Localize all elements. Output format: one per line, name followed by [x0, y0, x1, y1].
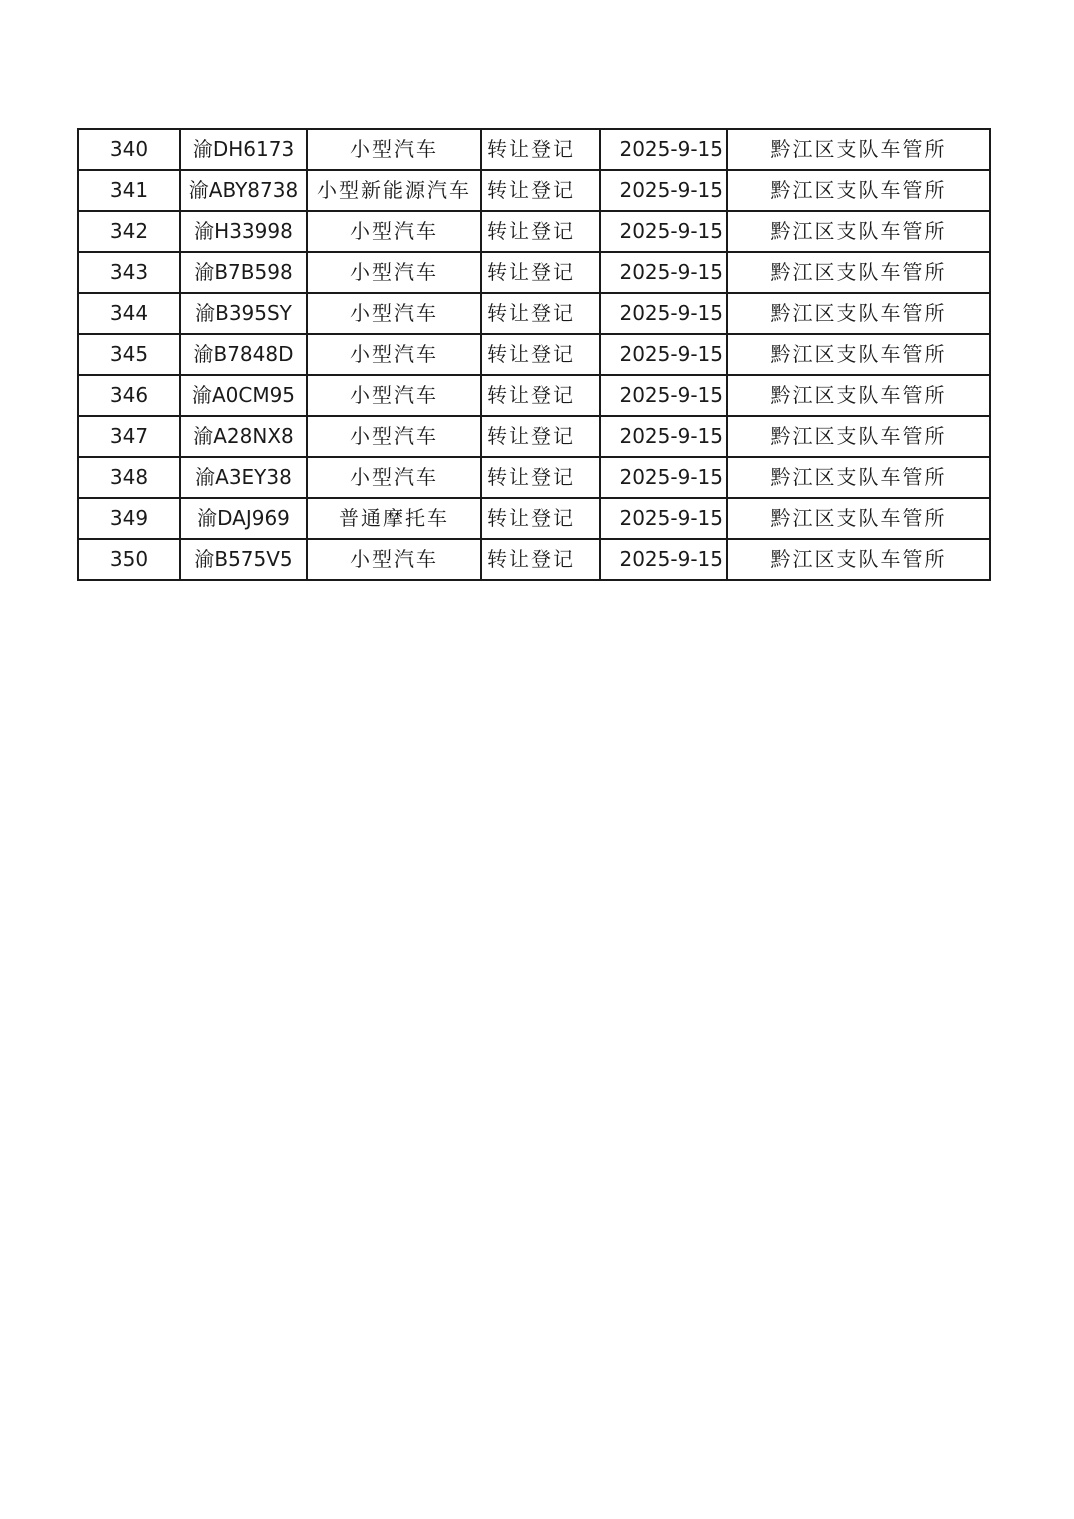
- office: 黔江区支队车管所: [727, 416, 990, 457]
- row-number: 349: [78, 498, 180, 539]
- table-row: [78, 170, 990, 211]
- date: 2025-9-15: [600, 211, 727, 252]
- vehicle-type: 普通摩托车: [307, 498, 481, 539]
- table-body: [78, 129, 990, 580]
- vehicle-type: 小型汽车: [307, 252, 481, 293]
- table-row: [78, 334, 990, 375]
- vehicle-type: 小型汽车: [307, 416, 481, 457]
- office: 黔江区支队车管所: [727, 457, 990, 498]
- office: 黔江区支队车管所: [727, 170, 990, 211]
- vehicle-type: 小型汽车: [307, 539, 481, 580]
- row-number: 342: [78, 211, 180, 252]
- plate-number: 渝B395SY: [180, 293, 307, 334]
- business-type: 转让登记: [481, 539, 600, 580]
- plate-number: 渝B7848D: [180, 334, 307, 375]
- business-type: 转让登记: [481, 129, 600, 170]
- vehicle-type: 小型汽车: [307, 293, 481, 334]
- office: 黔江区支队车管所: [727, 539, 990, 580]
- date: 2025-9-15: [600, 129, 727, 170]
- business-type: 转让登记: [481, 457, 600, 498]
- business-type: 转让登记: [481, 170, 600, 211]
- vehicle-type: 小型汽车: [307, 211, 481, 252]
- office: 黔江区支队车管所: [727, 498, 990, 539]
- plate-number: 渝DAJ969: [180, 498, 307, 539]
- row-number: 347: [78, 416, 180, 457]
- business-type: 转让登记: [481, 375, 600, 416]
- business-type: 转让登记: [481, 293, 600, 334]
- plate-number: 渝A3EY38: [180, 457, 307, 498]
- table-row: [78, 416, 990, 457]
- plate-number: 渝A28NX8: [180, 416, 307, 457]
- table-row: [78, 211, 990, 252]
- office: 黔江区支队车管所: [727, 211, 990, 252]
- table-row: [78, 129, 990, 170]
- date: 2025-9-15: [600, 252, 727, 293]
- plate-number: 渝H33998: [180, 211, 307, 252]
- plate-number: 渝DH6173: [180, 129, 307, 170]
- business-type: 转让登记: [481, 498, 600, 539]
- date: 2025-9-15: [600, 293, 727, 334]
- plate-number: 渝ABY8738: [180, 170, 307, 211]
- table-row: [78, 539, 990, 580]
- table-row: [78, 457, 990, 498]
- business-type: 转让登记: [481, 334, 600, 375]
- date: 2025-9-15: [600, 170, 727, 211]
- table-row: [78, 293, 990, 334]
- row-number: 343: [78, 252, 180, 293]
- row-number: 340: [78, 129, 180, 170]
- row-number: 350: [78, 539, 180, 580]
- date: 2025-9-15: [600, 416, 727, 457]
- office: 黔江区支队车管所: [727, 375, 990, 416]
- date: 2025-9-15: [600, 375, 727, 416]
- registration-table: [77, 128, 991, 581]
- business-type: 转让登记: [481, 416, 600, 457]
- business-type: 转让登记: [481, 211, 600, 252]
- table-row: [78, 375, 990, 416]
- row-number: 341: [78, 170, 180, 211]
- office: 黔江区支队车管所: [727, 252, 990, 293]
- vehicle-type: 小型汽车: [307, 375, 481, 416]
- plate-number: 渝A0CM95: [180, 375, 307, 416]
- vehicle-type: 小型汽车: [307, 129, 481, 170]
- date: 2025-9-15: [600, 498, 727, 539]
- office: 黔江区支队车管所: [727, 334, 990, 375]
- office: 黔江区支队车管所: [727, 293, 990, 334]
- office: 黔江区支队车管所: [727, 129, 990, 170]
- row-number: 344: [78, 293, 180, 334]
- row-number: 346: [78, 375, 180, 416]
- date: 2025-9-15: [600, 539, 727, 580]
- date: 2025-9-15: [600, 334, 727, 375]
- vehicle-type: 小型汽车: [307, 457, 481, 498]
- row-number: 345: [78, 334, 180, 375]
- business-type: 转让登记: [481, 252, 600, 293]
- row-number: 348: [78, 457, 180, 498]
- vehicle-type: 小型新能源汽车: [307, 170, 481, 211]
- plate-number: 渝B7B598: [180, 252, 307, 293]
- table-row: [78, 498, 990, 539]
- vehicle-type: 小型汽车: [307, 334, 481, 375]
- table-row: [78, 252, 990, 293]
- date: 2025-9-15: [600, 457, 727, 498]
- plate-number: 渝B575V5: [180, 539, 307, 580]
